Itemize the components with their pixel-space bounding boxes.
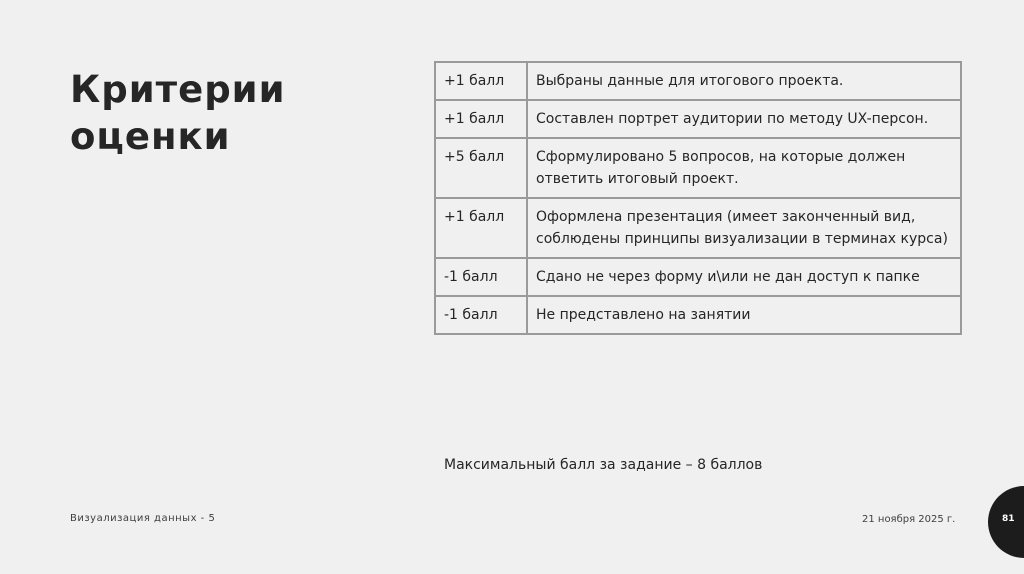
score-cell: -1 балл	[435, 296, 527, 334]
footer-course: Визуализация данных - 5	[70, 513, 216, 524]
table-row	[435, 62, 961, 100]
description-cell: Оформлена презентация (имеет законченный вид, соблюдены принципы визуализации в терминах курса)	[527, 198, 961, 258]
table-row	[435, 198, 961, 258]
slide-title: Критерии оценки	[70, 68, 286, 158]
footer-date: 21 ноября 2025 г.	[862, 514, 956, 525]
description-cell: Выбраны данные для итогового проекта.	[527, 62, 961, 100]
table-row	[435, 138, 961, 198]
score-cell: +1 балл	[435, 62, 527, 100]
description-cell: Не представлено на занятии	[527, 296, 961, 334]
table-row	[435, 258, 961, 296]
page-number: 81	[1002, 514, 1015, 524]
score-cell: +1 балл	[435, 100, 527, 138]
table-row	[435, 100, 961, 138]
score-cell: +1 балл	[435, 198, 527, 258]
table-row	[435, 296, 961, 334]
score-cell: +5 балл	[435, 138, 527, 198]
description-cell: Составлен портрет аудитории по методу UX-персон.	[527, 100, 961, 138]
max-score-summary: Максимальный балл за задание – 8 баллов	[444, 457, 763, 473]
description-cell: Сдано не через форму и\или не дан доступ к папке	[527, 258, 961, 296]
score-cell: -1 балл	[435, 258, 527, 296]
description-cell: Сформулировано 5 вопросов, на которые должен ответить итоговый проект.	[527, 138, 961, 198]
criteria-table	[434, 61, 962, 335]
